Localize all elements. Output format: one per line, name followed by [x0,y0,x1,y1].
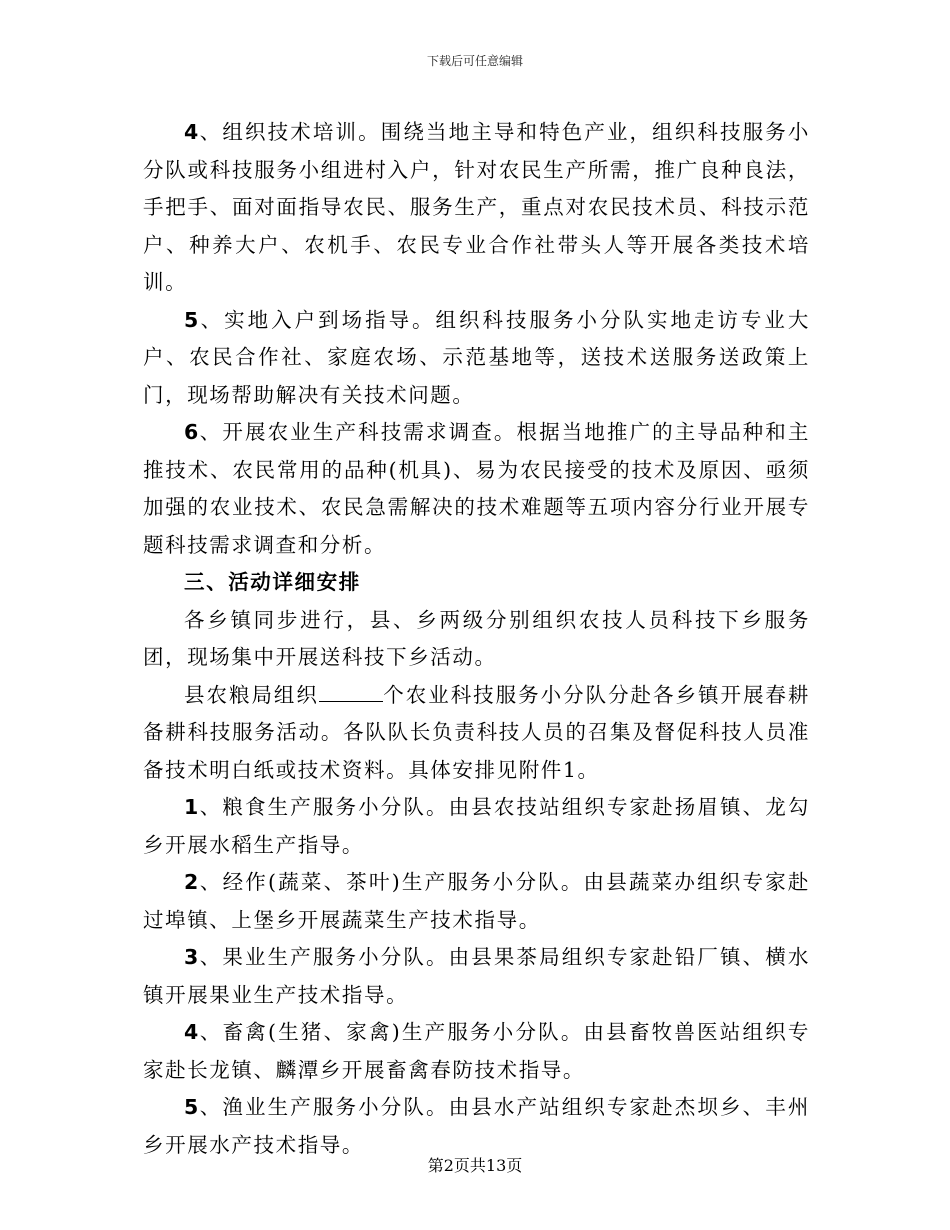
paragraph-text-after-blank: 个农业科技服务小分队分赴各乡镇开展春耕备耕科技服务活动。各队队长负责科技人员的召集及督促科技人员准备技术明白纸或技术资料。具体安排见附件1。 [143,682,810,782]
item-number: 4 [184,1020,199,1044]
item-number: 2 [184,870,199,894]
item-text: 、果业生产服务小分队。由县果茶局组织专家赴铅厂镇、横水镇开展果业生产技术指导。 [143,945,810,1007]
item-number: 4 [184,120,199,144]
page-header: 下载后可任意编辑 [426,54,523,68]
list-item [143,114,810,302]
item-number: 5 [184,307,199,332]
list-item [143,414,810,564]
item-text: 、开展农业生产科技需求调查。根据当地推广的主导品种和主推技术、农民常用的品种(机具)、易为农民接受的技术及原因、亟须加强的农业技术、农民急需解决的技术难题等五项内容分行业开展专题科技需求调查和分析。 [143,420,810,557]
item-number: 1 [184,795,199,819]
item-number: 3 [184,945,199,969]
document-body [143,114,810,1164]
list-item [143,1089,810,1164]
item-number: 6 [184,420,199,444]
section-paragraph: 各乡镇同步进行，县、乡两级分别组织农技人员科技下乡服务团，现场集中开展送科技下乡活动。 [143,607,810,669]
list-item [143,1014,810,1089]
item-text: 、实地入户到场指导。组织科技服务小分队实地走访专业大户、农民合作社、家庭农场、示范基地等，送技术送服务送政策上门，现场帮助解决有关技术问题。 [143,307,810,407]
list-item [143,302,810,415]
item-text: 、粮食生产服务小分队。由县农技站组织专家赴扬眉镇、龙勾乡开展水稻生产指导。 [143,795,810,857]
list-item [143,864,810,939]
fill-in-blank [319,683,383,702]
item-text: 、渔业生产服务小分队。由县水产站组织专家赴杰坝乡、丰州乡开展水产技术指导。 [143,1095,810,1157]
section-paragraph-with-blank [143,677,810,790]
list-item [143,789,810,864]
paragraph-text-before-blank: 县农粮局组织 [184,682,319,707]
item-text: 、畜禽(生猪、家禽)生产服务小分队。由县畜牧兽医站组织专家赴长龙镇、麟潭乡开展畜禽春防技术指导。 [143,1020,810,1082]
section-heading: 三、活动详细安排 [184,570,361,594]
item-number: 5 [184,1095,199,1119]
list-item [143,939,810,1014]
item-text: 、组织技术培训。围绕当地主导和特色产业，组织科技服务小分队或科技服务小组进村入户，针对农民生产所需，推广良种良法，手把手、面对面指导农民、服务生产，重点对农民技术员、科技示范户、种养大户、农机手、农民专业合作社带头人等开展各类技术培训。 [143,120,810,294]
page-footer: 第2页共13页 [427,1156,523,1175]
item-text: 、经作(蔬菜、茶叶)生产服务小分队。由县蔬菜办组织专家赴过埠镇、上堡乡开展蔬菜生产技术指导。 [143,870,810,932]
